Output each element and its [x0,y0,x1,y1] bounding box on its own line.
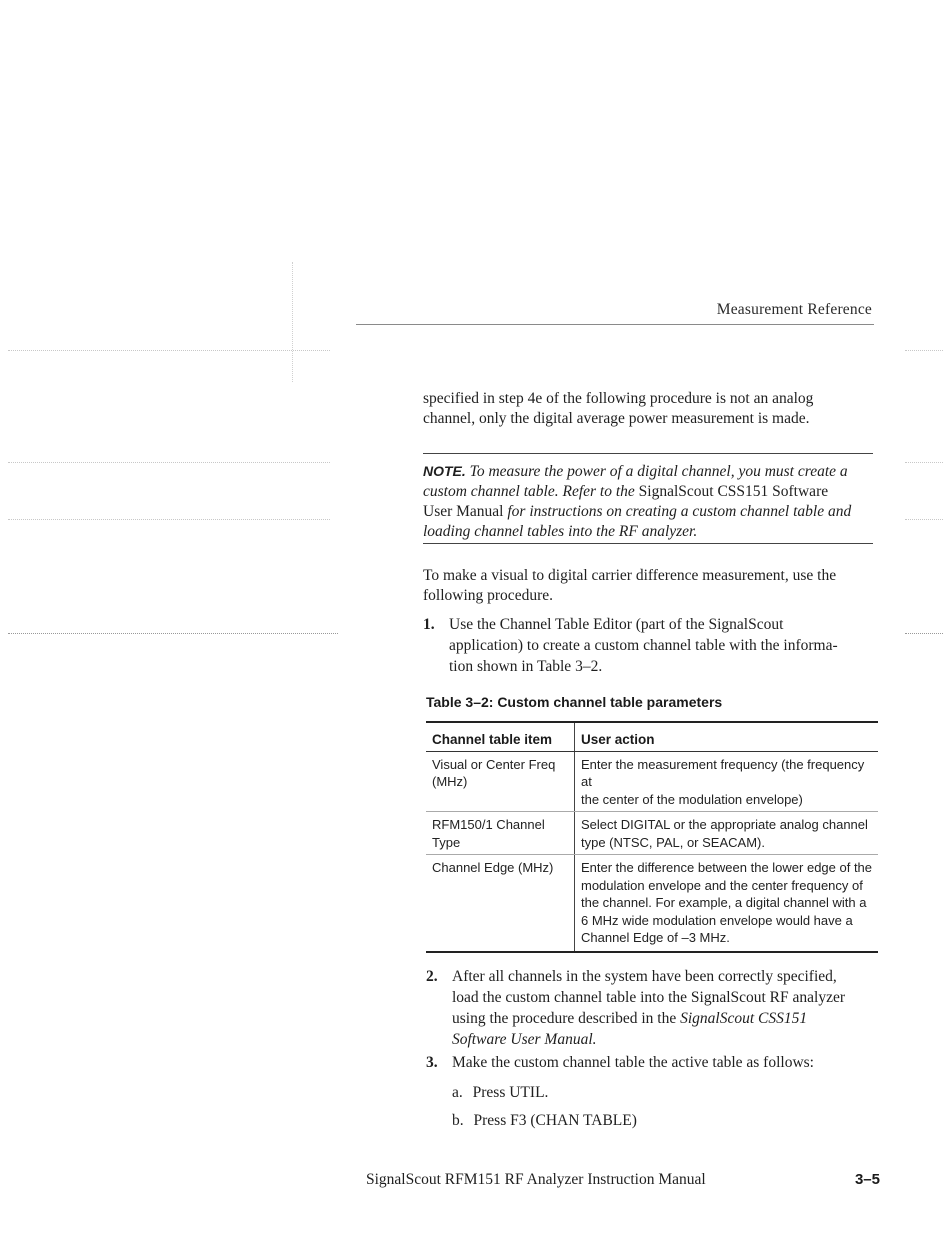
scan-artifact-line [905,462,943,463]
table-row [426,812,878,855]
substep-text: Press F3 (CHAN TABLE) [473,1112,637,1129]
note-block [423,461,883,542]
procedure-intro-line: To make a visual to digital carrier difference measurement, use the [423,567,837,584]
cell-line: Visual or Center Freq [432,756,556,772]
scan-artifact-line [8,462,330,463]
step-number: 3. [426,1054,438,1071]
cell-line: Select DIGITAL or the appropriate analog channel [581,817,868,832]
note-text: User Manual [423,503,504,520]
cell-line: the channel. For example, a digital channel with a [581,895,867,910]
intro-line: specified in step 4e of the following procedure is not an analog [423,390,814,407]
note-text: custom channel table. Refer to the [423,483,639,500]
header-rule [356,324,874,325]
table-cell-item [426,855,575,952]
table-row [426,855,878,952]
step-line: Make the custom channel table the active table as follows: [452,1054,814,1071]
cell-line: modulation envelope and the center frequency of [581,877,863,893]
note-text: loading channel tables into the RF analyzer. [423,523,698,540]
cell-line: type (NTSC, PAL, or SEACAM). [581,834,765,850]
page-number: 3–5 [854,1171,880,1188]
note-text: SignalScout CSS151 Software [638,483,829,500]
step-number: 2. [426,968,438,985]
step-text: SignalScout CSS151 [680,1010,808,1027]
scan-artifact-vline [292,262,293,382]
cell-line: the center of the modulation envelope) [581,791,803,807]
substep-label: b. [452,1112,464,1129]
procedure-intro [423,566,836,606]
substep-label: a. [452,1084,463,1101]
step-text: using the procedure described in the [452,1010,681,1027]
table-cell-item [426,812,575,855]
step-line [452,1008,876,1029]
table-cell-action [575,751,879,812]
note-top-rule [423,453,873,454]
scan-artifact-line [8,350,330,351]
step-line: load the custom channel table into the SignalScout RF analyzer [452,989,846,1006]
note-line [423,502,883,522]
step-number: 1. [423,616,435,633]
cell-line: Enter the difference between the lower edge of the [581,860,873,875]
table-header-row [426,722,878,751]
table-row [426,751,878,812]
scan-artifact-line [905,633,943,634]
table-cell-action [575,812,879,855]
step-1 [423,614,873,677]
substep-text: Press UTIL. [472,1084,549,1101]
scan-artifact-line [905,519,943,520]
intro-line: channel, only the digital average power measurement is made. [423,410,810,427]
cell-line: 6 MHz wide modulation envelope would have a [581,912,853,928]
note-text: To measure the power of a digital channel, you must create a [465,463,848,480]
table-caption: Table 3–2: Custom channel table parameters [426,694,723,710]
step-3 [426,1052,876,1073]
cell-line: (MHz) [432,774,468,789]
note-line [423,482,883,502]
step-line: tion shown in Table 3–2. [449,658,603,675]
step-line: application) to create a custom channel table with the informa- [449,637,838,654]
substep-b [452,1110,637,1131]
procedure-intro-line: following procedure. [423,587,553,604]
step-2 [426,966,876,1050]
cell-line: Type [432,834,461,850]
step-line: Software User Manual. [452,1031,597,1048]
scan-artifact-line [8,519,330,520]
scan-artifact-line [8,633,338,634]
note-label: NOTE. [423,463,466,479]
table-cell-action [575,855,879,952]
step-line: After all channels in the system have been correctly specified, [452,968,837,985]
custom-channel-table [426,721,878,953]
note-text: for instructions on creating a custom channel table and [503,503,852,520]
column-header: User action [575,722,879,751]
cell-line: Channel Edge (MHz) [432,860,554,875]
scan-artifact-line [905,350,943,351]
cell-line: Channel Edge of –3 MHz. [581,930,730,945]
cell-line: Enter the measurement frequency (the frequency at [581,756,865,789]
table-cell-item [426,751,575,812]
note-bottom-rule [423,543,873,544]
footer-manual-title: SignalScout RFM151 RF Analyzer Instruction Manual [366,1171,706,1188]
intro-paragraph [423,389,813,429]
cell-line: RFM150/1 Channel [432,817,545,832]
note-line [423,461,883,482]
step-line: Use the Channel Table Editor (part of the SignalScout [449,616,784,633]
substep-a [452,1082,548,1103]
column-header: Channel table item [426,722,575,751]
running-header: Measurement Reference [716,301,872,318]
note-line [423,522,883,542]
